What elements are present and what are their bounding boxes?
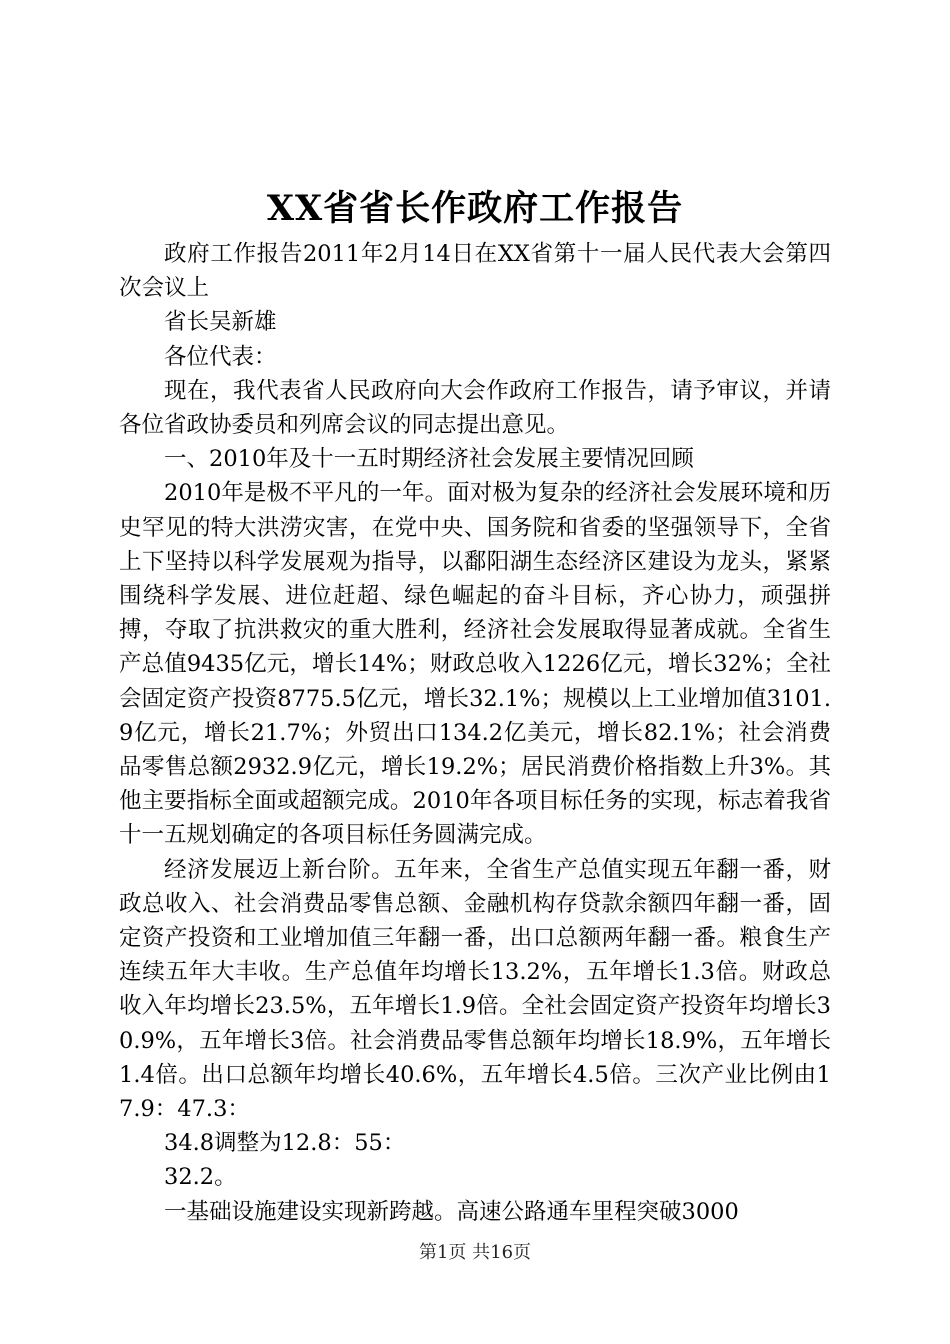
page-footer: 第1页 共16页 [418, 1242, 532, 1263]
document-title: XX省省长作政府工作报告 [266, 188, 684, 229]
paragraph-salutation: 各位代表： [164, 343, 277, 370]
paragraph-report-date: 政府工作报告2011年2月14日在XX省第十一届人民代表大会第四次会议上 [119, 241, 831, 302]
section-heading: 一、2010年及十一五时期经济社会发展主要情况回顾 [164, 446, 694, 473]
paragraph-economic-development: 经济发展迈上新台阶。五年来，全省生产总值实现五年翻一番，财政总收入、社会消费品零售总额、金融机构存贷款余额四年翻一番，固定资产投资和工业增加值三年翻一番，出口总额两年翻一番。粮食生产连续五年大丰收。生产总值年均增长13.2%，五年增长1.3倍。财政总收入年均增长23.5%，五年增长1.9倍。全社会固定资产投资年均增长30.9%，五年增长3倍。社会消费品零售总额年均增长18.9%，五年增长1.4倍。出口总额年均增长40.6%，五年增长4.5倍。三次产业比例由17.9：47.3： [119, 856, 831, 1123]
paragraph-infrastructure: 一基础设施建设实现新跨越。高速公路通车里程突破3000 [164, 1198, 739, 1225]
paragraph-ratio-continued: 34.8调整为12.8：55： [164, 1130, 406, 1157]
paragraph-2010-review: 2010年是极不平凡的一年。面对极为复杂的经济社会发展环境和历史罕见的特大洪涝灾害，在党中央、国务院和省委的坚强领导下，全省上下坚持以科学发展观为指导，以鄱阳湖生态经济区建设为龙头，紧紧围绕科学发展、进位赶超、绿色崛起的奋斗目标，齐心协力，顽强拼搏，夺取了抗洪救灾的重大胜利，经济社会发展取得显著成就。全省生产总值9435亿元，增长14%；财政总收入1226亿元，增长32%；全社会固定资产投资8775.5亿元，增长32.1%；规模以上工业增加值3101.9亿元，增长21.7%；外贸出口134.2亿美元，增长82.1%；社会消费品零售总额2932.9亿元，增长19.2%；居民消费价格指数上升3%。其他主要指标全面或超额完成。2010年各项目标任务的实现，标志着我省十一五规划确定的各项目标任务圆满完成。 [119, 480, 831, 849]
paragraph-ratio-end: 32.2。 [164, 1164, 237, 1191]
paragraph-speaker: 省长吴新雄 [164, 309, 277, 336]
document-body [119, 237, 831, 1229]
paragraph-introduction: 现在，我代表省人民政府向大会作政府工作报告，请予审议，并请各位省政协委员和列席会议的同志提出意见。 [119, 377, 831, 439]
